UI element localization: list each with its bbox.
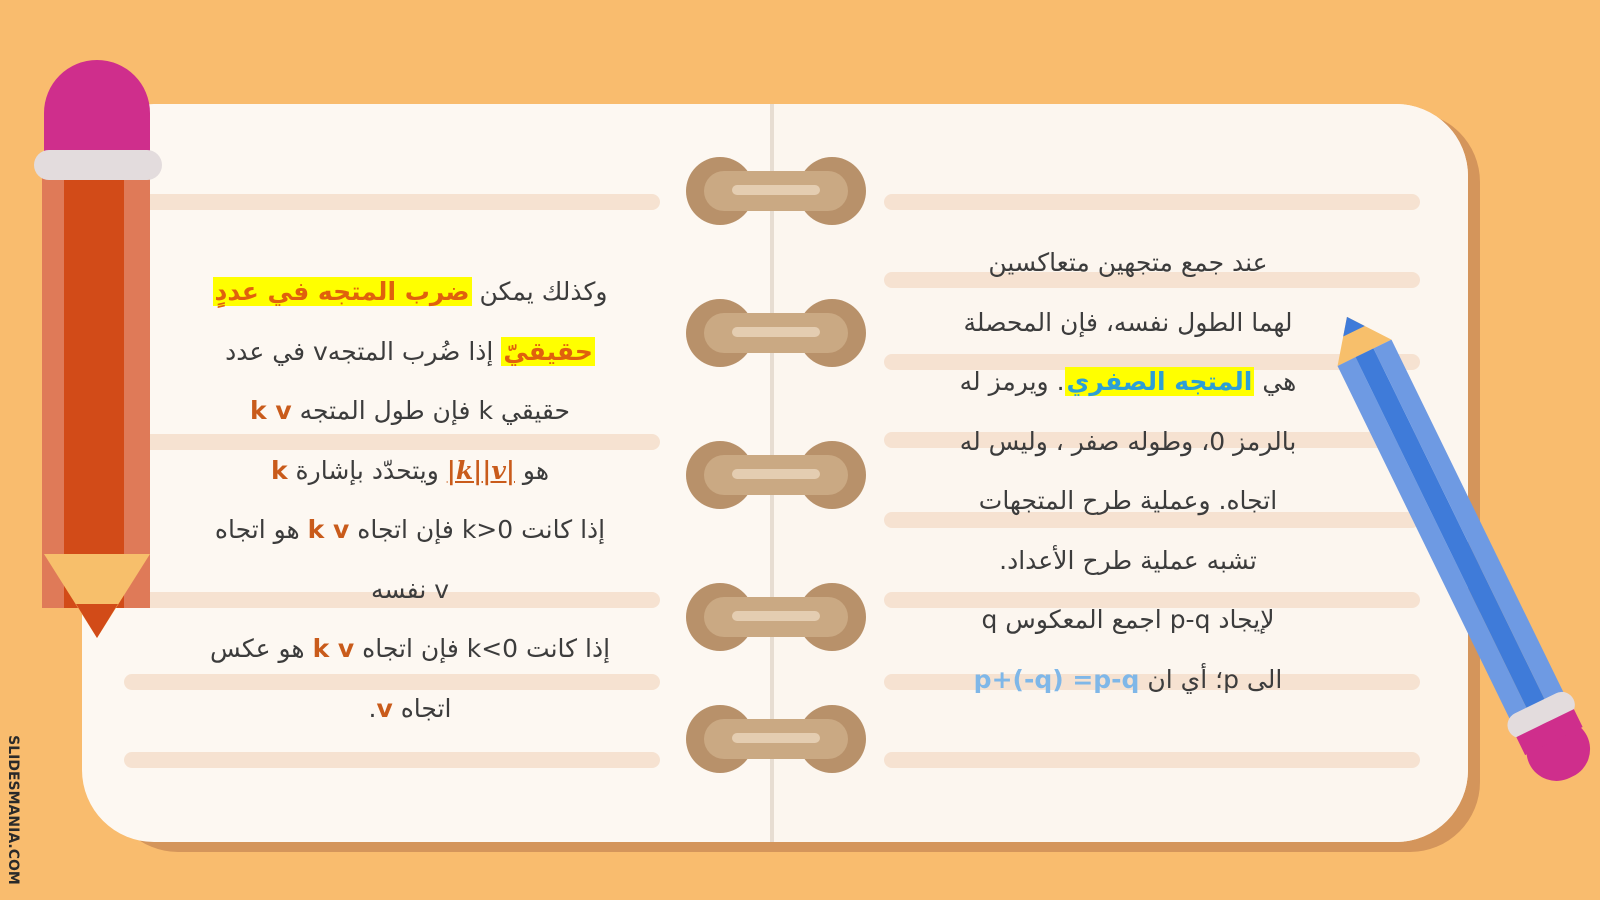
text-span: هو اتجاه [214, 515, 308, 544]
text-span: هي [1254, 367, 1297, 396]
zero-vector-highlight: المتجه الصفري [1066, 367, 1253, 396]
k-symbol: k [270, 455, 288, 485]
kv-symbol: k v [307, 515, 350, 544]
text-line [888, 412, 1368, 472]
spiral-ring-icon [686, 299, 866, 369]
text-span: هو عكس [209, 634, 313, 663]
text-line [160, 262, 660, 322]
spiral-ring-icon [686, 157, 866, 227]
text-line [160, 441, 660, 501]
text-span: اتجاه [392, 693, 452, 723]
text-line [160, 322, 660, 382]
right-page-text [888, 233, 1368, 709]
text-span: بالرمز 0، وطوله صفر ، وليس له [959, 426, 1297, 456]
notebook-rule [884, 194, 1420, 210]
text-span: إذا كانت k<0 فإن اتجاه [354, 634, 611, 663]
text-span: v نفسه [370, 574, 450, 604]
text-span: اتجاه. وعملية طرح المتجهات [978, 486, 1278, 515]
text-span: إذا ضُرب المتجهv في عدد [225, 336, 502, 366]
kv-symbol: k v [250, 396, 292, 425]
text-line [888, 590, 1368, 650]
text-span: الى p؛ أي ان [1139, 664, 1283, 694]
v-symbol: v [376, 693, 393, 723]
text-line [888, 531, 1368, 591]
text-span: لإيجاد p-q اجمع المعكوس q [981, 605, 1275, 634]
spiral-ring-icon [686, 441, 866, 511]
text-line [160, 679, 660, 739]
left-page-text [160, 262, 660, 738]
subtraction-formula: p+(-q) =p-q [973, 664, 1140, 694]
text-line [160, 619, 660, 679]
kv-symbol: k v [312, 634, 355, 663]
text-line [888, 650, 1368, 710]
text-span: تشبه عملية طرح الأعداد. [999, 545, 1257, 575]
text-span: . [368, 693, 377, 723]
real-number-highlight: حقيقيّ [503, 336, 593, 366]
text-line [888, 352, 1368, 412]
notebook-rule [124, 752, 660, 768]
slidesmania-watermark: SLIDESMANIA.COM [5, 735, 21, 885]
text-span: إذا كانت k>0 فإن اتجاه [349, 515, 606, 544]
scalar-multiplication-highlight: ضرب المتجه في عددٍ [214, 277, 470, 306]
text-line [160, 560, 660, 620]
text-span: ويتحدّد بإشارة [287, 455, 447, 485]
text-line [160, 381, 660, 441]
text-span: وكذلك يمكن [471, 277, 608, 306]
text-span: عند جمع متجهين متعاكسين [988, 248, 1268, 277]
spiral-ring-icon [686, 705, 866, 775]
text-line [888, 233, 1368, 293]
text-line [160, 500, 660, 560]
text-span: . ويرمز له [959, 367, 1065, 396]
text-span: لهما الطول نفسه، فإن المحصلة [963, 307, 1293, 337]
spiral-ring-icon [686, 583, 866, 653]
notebook-rule [124, 194, 660, 210]
text-line [888, 293, 1368, 353]
magnitude-formula: |k||v| [446, 455, 515, 485]
orange-pencil-icon [30, 58, 170, 648]
text-line [888, 471, 1368, 531]
text-span: حقيقي k فإن طول المتجه [291, 396, 570, 425]
text-span: هو [514, 455, 550, 485]
